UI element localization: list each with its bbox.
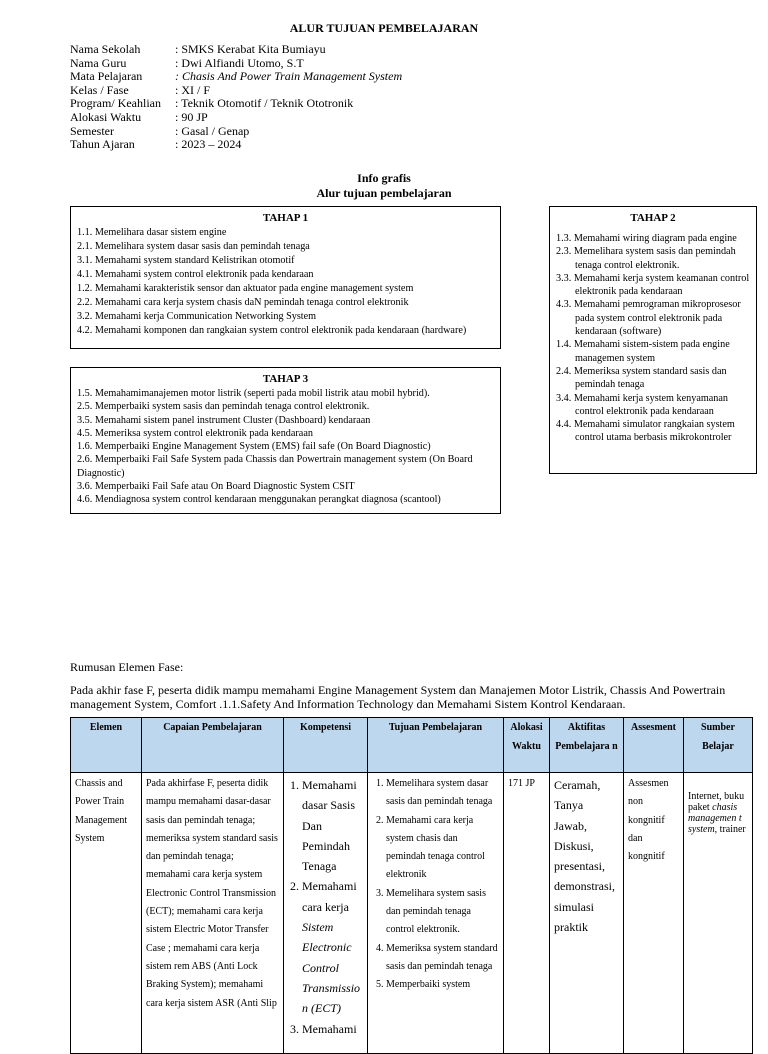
list-item: 2. Memahami cara kerja system chasis dan pemindah tenaga control elektronik [386, 812, 499, 885]
list-item: 5. Memperbaiki system [386, 976, 499, 994]
column-header: Aktifitas Pembelajara n [550, 718, 624, 773]
list-item: 2.6. Memperbaiki Fail Safe System pada Chassis dan Powertrain management system (On Board Diagnostic) [77, 454, 473, 479]
column-header: Capaian Pembelajaran [142, 718, 284, 773]
kompetensi-list [288, 775, 363, 1039]
list-item: 2.5. Memperbaiki system sasis dan pemindah tenaga control elektronik. [77, 401, 370, 413]
list-item: 1.2. Memahami karakteristik sensor dan aktuator pada engine management system [77, 283, 414, 294]
cell-elemen: Chassis and Power Train Management System [71, 773, 142, 1054]
sumber-italic-text: chasis managemen t system, [688, 802, 742, 835]
cell-capaian: Pada akhirfase F, peserta didik mampu memahami dasar-dasar sasis dan pemindah tenaga; memeriksa system standard sasis dan pemindah tenaga; memahami cara kerja system Electronic Control Transmission (ECT); memahami cara kerja sistem Electric Motor Transfer Case ; memahami cara kerja sistem rem ABS (Anti Lock Braking System); memahami cara kerja sistem ASR (Anti Slip [142, 773, 284, 1054]
info-row [70, 97, 402, 111]
cell-tujuan [368, 773, 504, 1054]
cell-aktifitas: Ceramah, Tanya Jawab, Diskusi, presentasi, demonstrasi, simulasi praktik [550, 773, 624, 1054]
list-item: 1.1. Memelihara dasar sistem engine [77, 227, 227, 238]
info-value: : XI / F [175, 82, 211, 97]
list-item: 4.6. Mendiagnosa system control kendaraan menggunakan perangkat diagnosa (scantool) [77, 494, 441, 506]
list-item: 3.2. Memahami kerja Communication Networking System [77, 311, 317, 322]
info-label: Tahun Ajaran [70, 137, 135, 152]
list-item: 2.2. Memahami cara kerja system chasis daN pemindah tenaga control elektronik [77, 297, 409, 308]
column-header: Tujuan Pembelajaran [368, 718, 504, 773]
table-header-row [71, 718, 753, 773]
info-row [70, 43, 402, 57]
info-label: Alokasi Waktu [70, 109, 142, 124]
cell-kompetensi [284, 773, 368, 1054]
info-row [70, 111, 402, 125]
rumusan-heading: Rumusan Elemen Fase: [70, 660, 184, 674]
tahap-3-box [70, 367, 501, 514]
table-row [71, 773, 753, 1054]
list-item: 1. Memelihara system dasar sasis dan pemindah tenaga [386, 775, 499, 812]
info-row [70, 84, 402, 98]
list-item: 3. Memelihara system sasis dan pemindah tenaga control elektronik. [386, 885, 499, 940]
tahap-1-box [70, 206, 501, 349]
list-item: 4.2. Memahami komponen dan rangkaian system control elektronik pada kendaraan (hardware) [77, 325, 467, 336]
cell-sumber [684, 773, 753, 1054]
cell-alokasi: 171 JP [504, 773, 550, 1054]
list-item: 4.1. Memahami system control elektronik pada kendaraan [77, 269, 314, 280]
list-item: 2.3. Memelihara system sasis dan pemindah tenaga control elektronik. [556, 246, 736, 271]
list-item: 2.4. Memeriksa system standard sasis dan pemindah tenaga [556, 365, 727, 391]
column-header: Elemen [71, 718, 142, 773]
info-row [70, 125, 402, 139]
info-value: : 2023 – 2024 [175, 137, 242, 152]
list-item: 1.5. Memahamimanajemen motor listrik (seperti pada mobil listrik atau mobil hybrid). [77, 388, 430, 399]
tahap-1-title: TAHAP 1 [262, 212, 309, 224]
curriculum-table [70, 717, 753, 1054]
document-title: ALUR TUJUAN PEMBELAJARAN [289, 21, 479, 35]
sumber-text: Internet, buku paket [688, 791, 745, 813]
info-label: Nama Sekolah [70, 42, 141, 56]
list-item: 1.4. Memahami sistem-sistem pada engine managemen system [556, 339, 730, 364]
list-item: 3.4. Memahami kerja system kenyamanan control elektronik pada kendaraan [556, 392, 729, 417]
list-item: 3.6. Memperbaiki Fail Safe atau On Board Diagnostic System CSIT [77, 481, 355, 493]
info-value: : Gasal / Genap [175, 123, 250, 138]
tahap-2-list [556, 232, 750, 445]
info-row [70, 138, 402, 152]
tahap-3-list [77, 387, 494, 507]
list-item: 4. Memeriksa system standard sasis dan pemindah tenaga [386, 940, 499, 977]
info-value: : 90 JP [175, 109, 208, 124]
infografis-subtitle: Alur tujuan pembelajaran [316, 186, 452, 200]
info-value: : Chasis And Power Train Management System [175, 69, 403, 84]
list-item: 1.6. Memperbaiki Engine Management System (EMS) fail safe (On Board Diagnostic) [77, 441, 431, 453]
list-item [302, 876, 363, 1018]
info-row [70, 70, 402, 84]
tahap-3-title: TAHAP 3 [262, 373, 309, 385]
info-row [70, 57, 402, 71]
column-header: Alokasi Waktu [504, 718, 550, 773]
list-item: 1.3. Memahami wiring diagram pada engine [556, 233, 737, 244]
list-item: 4.4. Memahami simulator rangkaian system control utama berbasis mikrokontroler [556, 419, 735, 444]
sumber-trailing-text: trainer [719, 824, 746, 835]
list-item: 3. Memahami [302, 1019, 363, 1039]
tahap-2-title: TAHAP 2 [630, 212, 676, 224]
infografis-title: Info grafis [357, 171, 411, 185]
tahap-2-box [549, 206, 757, 474]
tujuan-list [372, 775, 499, 995]
list-item: 4.5. Memeriksa system control elektronik pada kendaraan [77, 427, 313, 439]
list-item: 4.3. Memahami pemrograman mikroprosesor pada system control elektronik pada kendaraan (software) [556, 299, 741, 338]
info-label: Program/ Keahlian [70, 96, 161, 111]
list-item-text: Memahami cara kerja [302, 879, 357, 914]
column-header: Assesment [624, 718, 684, 773]
identity-block [70, 43, 402, 152]
list-item: 2.1. Memelihara system dasar sasis dan pemindah tenaga [77, 241, 310, 252]
info-label: Semester [70, 123, 114, 138]
list-item: 3.3. Memahami kerja system keamanan control elektronik pada kendaraan [556, 272, 750, 298]
info-value: : Teknik Otomotif / Teknik Ototronik [175, 96, 354, 111]
list-item: 3.5. Memahami sistem panel instrument Cluster (Dashboard) kendaraan [77, 414, 371, 426]
rumusan-paragraph: Pada akhir fase F, peserta didik mampu memahami Engine Management System dan Manajemen Motor Listrik, Chassis And Powertrain management System, Comfort .1.1.Safety And Information Technology dan Memahami Sistem Kontrol Kendaraan. [70, 683, 726, 711]
tahap-1-list [77, 226, 494, 338]
column-header: Kompetensi [284, 718, 368, 773]
cell-assesment: Assesmen non kongnitif dan kongnitif [624, 773, 684, 1054]
info-label: Mata Pelajaran [70, 69, 143, 84]
info-label: Kelas / Fase [70, 82, 129, 97]
list-item: 3.1. Memahami system standard Kelistrikan otomotif [77, 255, 295, 266]
list-item-italic-text: Sistem Electronic Control Transmissio n (ECT) [302, 920, 361, 1016]
list-item: 1. Memahami dasar Sasis Dan Pemindah Tenaga [302, 775, 363, 876]
info-value: : SMKS Kerabat Kita Bumiayu [175, 42, 326, 56]
info-value: : Dwi Alfiandi Utomo, S.T [175, 55, 304, 70]
info-label: Nama Guru [70, 55, 127, 70]
column-header: Sumber Belajar [684, 718, 753, 773]
